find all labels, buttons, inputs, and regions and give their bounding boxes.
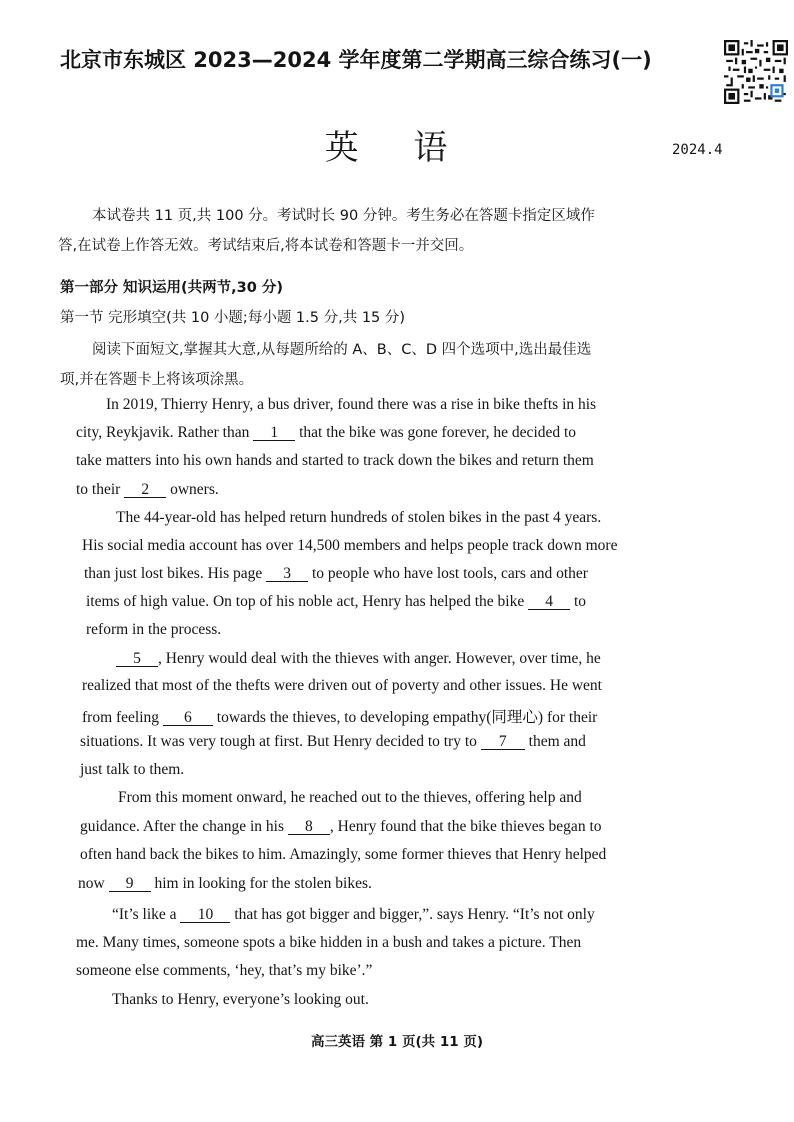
passage-text: to their (76, 481, 121, 498)
passage-line (84, 565, 588, 583)
passage-line: take matters into his own hands and started to track down the bikes and return them (76, 452, 594, 469)
subject-heading: 英 语 (324, 128, 470, 168)
passage-line: From this moment onward, he reached out to the thieves, offering help and (118, 789, 582, 806)
passage-line (78, 875, 372, 893)
blank-4: 4 (528, 595, 570, 610)
passage-text: towards the thieves, to developing empathy(同理心) for their (216, 709, 598, 726)
page-footer: 高三英语 第 1 页(共 11 页) (310, 1034, 484, 1050)
passage-text: that has got bigger and bigger,”. says Henry. “It’s not only (234, 906, 595, 923)
passage-text: owners. (170, 481, 219, 498)
exam-title: 北京市东城区 2023—2024 学年度第二学期高三综合练习(一) (60, 48, 652, 72)
passage-text: items of high value. On top of his noble act, Henry has helped the bike (86, 593, 525, 610)
passage-text: him in looking for the stolen bikes. (154, 875, 372, 892)
passage-line: just talk to them. (80, 761, 185, 778)
passage-text: from feeling (82, 709, 160, 726)
passage-line: realized that most of the thefts were driven out of poverty and other issues. He went (82, 677, 602, 694)
blank-2: 2 (124, 483, 166, 498)
passage-text: to people who have lost tools, cars and other (312, 565, 588, 582)
passage-line (82, 705, 597, 727)
blank-8: 8 (288, 820, 330, 835)
passage-text: situations. It was very tough at first. But Henry decided to try to (80, 733, 477, 750)
passage-line: someone else comments, ‘hey, that’s my bike’.” (76, 962, 373, 979)
passage-text: , Henry would deal with the thieves with anger. However, over time, he (158, 650, 601, 667)
section-heading: 第一节 完形填空(共 10 小题;每小题 1.5 分,共 15 分) (60, 310, 406, 326)
directions-line-1: 阅读下面短文,掌握其大意,从每题所给的 A、B、C、D 四个选项中,选出最佳选 (92, 342, 592, 358)
passage-line (80, 818, 602, 836)
passage-line: reform in the process. (86, 621, 222, 638)
blank-9: 9 (109, 877, 151, 892)
passage-line (76, 481, 219, 499)
passage-text: “It’s like a (112, 906, 177, 923)
passage-line (86, 593, 586, 611)
passage-text: guidance. After the change in his (80, 818, 285, 835)
passage-line (76, 424, 576, 442)
passage-text: to (573, 593, 587, 610)
blank-3: 3 (266, 567, 308, 582)
passage-line: In 2019, Thierry Henry, a bus driver, found there was a rise in bike thefts in his (106, 396, 597, 413)
blank-5: 5 (116, 652, 158, 667)
passage-text: that the bike was gone forever, he decided to (299, 424, 577, 441)
passage-line: The 44-year-old has helped return hundreds of stolen bikes in the past 4 years. (116, 509, 602, 526)
instructions-line-2: 答,在试卷上作答无效。考试结束后,将本试卷和答题卡一并交回。 (58, 238, 474, 254)
passage-line (112, 906, 595, 924)
passage-line: me. Many times, someone spots a bike hidden in a bush and takes a picture. Then (76, 934, 582, 951)
blank-1: 1 (253, 426, 295, 441)
passage-line (116, 650, 601, 668)
blank-10: 10 (180, 908, 230, 923)
qr-code (724, 40, 788, 104)
passage-line: often hand back the bikes to him. Amazingly, some former thieves that Henry helped (80, 846, 607, 863)
directions-line-2: 项,并在答题卡上将该项涂黑。 (60, 372, 254, 388)
passage-text: than just lost bikes. His page (84, 565, 263, 582)
passage-text: them and (528, 733, 586, 750)
blank-6: 6 (163, 711, 213, 726)
passage-line: Thanks to Henry, everyone’s looking out. (112, 991, 369, 1008)
passage-line: His social media account has over 14,500 members and helps people track down more (82, 537, 618, 554)
part-heading: 第一部分 知识运用(共两节,30 分) (60, 280, 284, 296)
passage-text: now (78, 875, 105, 892)
passage-line (80, 733, 586, 751)
exam-date: 2024.4 (672, 142, 723, 158)
passage-text: , Henry found that the bike thieves began to (329, 818, 602, 835)
passage-text: city, Reykjavik. Rather than (76, 424, 250, 441)
instructions-line-1: 本试卷共 11 页,共 100 分。考试时长 90 分钟。考生务必在答题卡指定区域作 (92, 208, 595, 224)
blank-7: 7 (481, 735, 525, 750)
